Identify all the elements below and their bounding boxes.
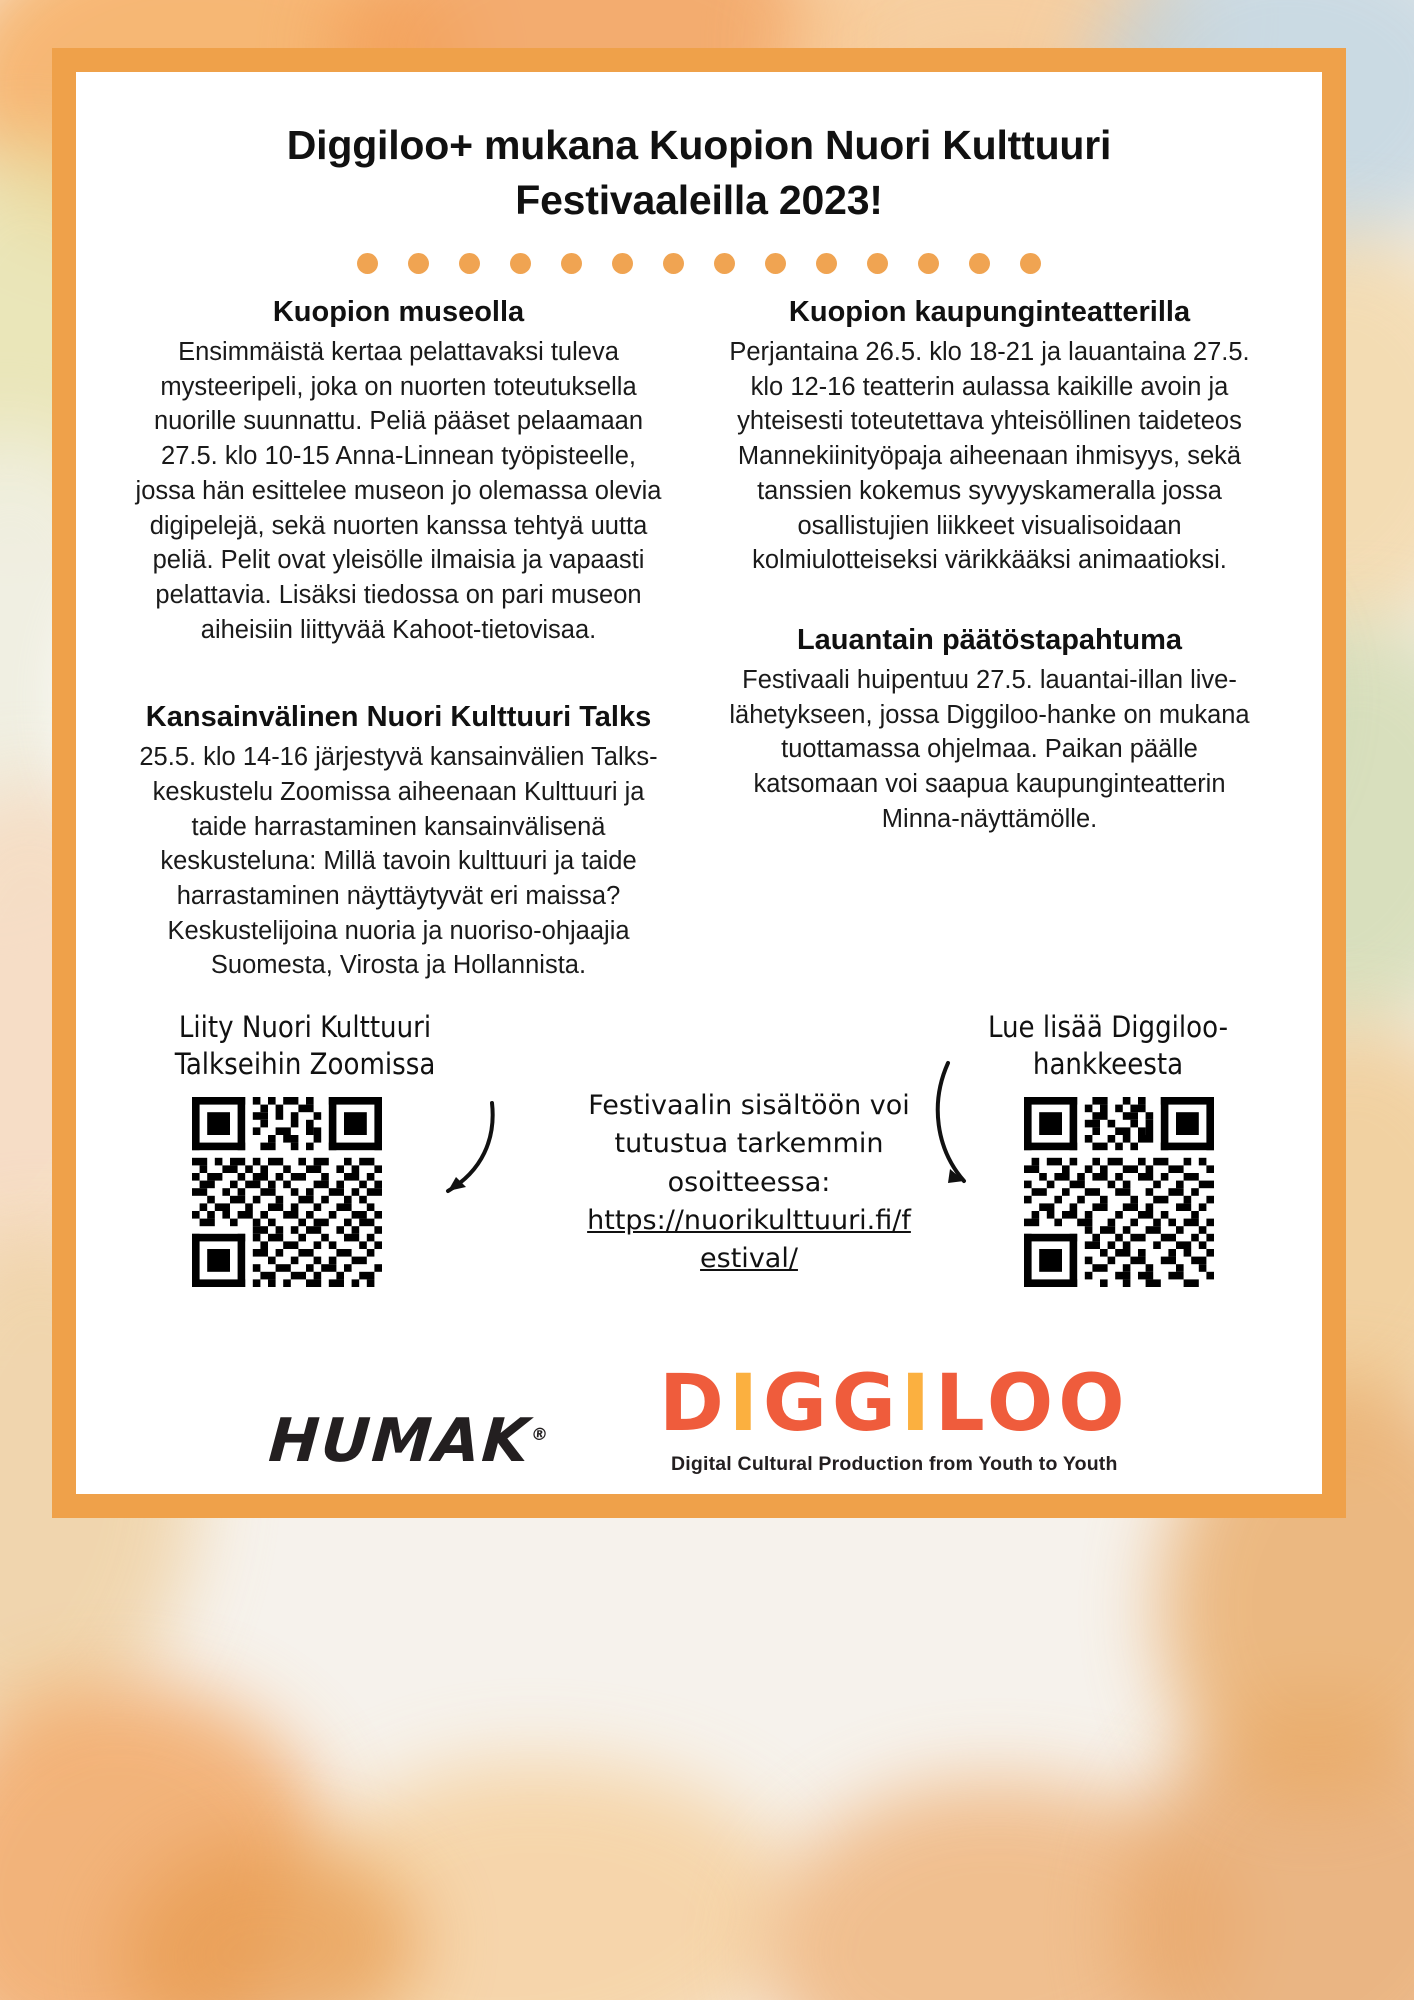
page-title: Diggiloo+ mukana Kuopion Nuori Kulttuuri Festivaaleilla 2023! [286,122,1112,223]
divider-dot [816,253,837,274]
divider-dot [561,253,582,274]
divider-dot [969,253,990,274]
poster-card [76,72,1322,1494]
section-heading-nuori-kulttuuri-talks: Kansainvälinen Nuori Kulttuuri Talks [145,701,652,734]
dot-divider [122,253,1276,274]
diggiloo-tagline: Digital Cultural Production from Youth to Youth [670,1453,1118,1475]
section-body-kuopion-museolla: Ensimmäistä kertaa pelattavaksi tuleva mysteeripeli, joka on nuorten toteutuksella nuorille suunnattu. Peliä pääset pelaamaan 27.5. klo 10-15 Anna-Linnean työpisteelle, jossa hän esittelee museon jo olemassa olevia digipelejä, sekä nuorten kanssa tehtyä uutta peliä. Pelit ovat yleisölle ilmaisia ja vapaasti pelattavia. Lisäksi tiedossa on pari museon aiheisiin liittyvää Kahoot-tietovisaa. [135,338,662,644]
arrow-down-right-icon [924,1057,1014,1197]
content-columns [122,288,1276,983]
column-left [130,288,667,983]
diggiloo-letter: G [762,1359,832,1449]
section-heading-paatostapahtuma: Lauantain päätöstapahtuma [796,623,1183,656]
diggiloo-letter: G [831,1359,901,1449]
section-body-nuori-kulttuuri-talks: 25.5. klo 14-16 järjestyvä kansainvälien Talks-keskustelu Zoomissa aiheenaan Kulttuuri ja taide harrastaminen kansainvälisenä keskusteluna: Millä tavoin kulttuuri ja taide harrastaminen näyttäytyvät eri maissa? Keskustelijoina nuoria ja nuoriso-ohjaajia Suomesta, Virosta ja Hollannista. [139,743,658,980]
section-heading-kaupunginteatterilla: Kuopion kaupunginteatterilla [788,296,1191,329]
humak-logo [266,1406,551,1476]
qr-right-label: Lue lisää Diggiloo-hankkeesta [987,1010,1229,1082]
section-body-kaupunginteatterilla: Perjantaina 26.5. klo 18-21 ja lauantaina 27.5. klo 12-16 teatterin aulassa kaikille avoin ja yhteisesti toteutettava yhteisöllinen taideteos Mannekiinityöpaja aiheenaan ihmisyys, sekä tanssien kokemus syvyyskameralla jossa osallistujien liikkeet visualisoidaan kolmiulotteiseksi värikkääksi animaatioksi. [729,338,1250,575]
registered-mark-icon: ® [529,1425,551,1445]
section-spacer [721,578,1258,604]
divider-dot [510,253,531,274]
poster-frame [52,48,1346,1518]
divider-dot [918,253,939,274]
divider-dot [612,253,633,274]
diggiloo-wordmark [659,1359,1130,1449]
divider-dot [1020,253,1041,274]
diggiloo-letter: D [659,1359,729,1449]
divider-dot [459,253,480,274]
qr-code-diggiloo[interactable] [1024,1097,1214,1287]
arrow-down-left-icon [422,1099,512,1209]
divider-dot [714,253,735,274]
diggiloo-letter: I [728,1359,763,1449]
divider-dot [663,253,684,274]
divider-dot [357,253,378,274]
section-spacer [130,647,667,681]
diggiloo-letter: I [900,1359,935,1449]
logo-row [76,1359,1322,1476]
divider-dot [408,253,429,274]
qr-code-talks[interactable] [192,1097,382,1287]
divider-dot [765,253,786,274]
qr-center-text-block [584,1087,914,1279]
diggiloo-letter: O [986,1359,1059,1449]
divider-dot [867,253,888,274]
diggiloo-letter: L [934,1359,987,1449]
festival-url-link[interactable]: https://nuorikulttuuri.fi/festival/ [587,1204,911,1275]
column-right [711,288,1268,983]
section-heading-kuopion-museolla: Kuopion museolla [272,296,525,329]
qr-left-label: Liity Nuori Kulttuuri Talkseihin Zoomissa [174,1010,436,1082]
diggiloo-logo [659,1359,1130,1476]
festival-info-text: Festivaalin sisältöön voi tutustua tarkemmin osoitteessa: [588,1090,910,1198]
section-body-paatostapahtuma: Festivaali huipentuu 27.5. lauantai-illan live-lähetykseen, jossa Diggiloo-hanke on mukana tuottamassa ohjelmaa. Paikan päälle katsomaan voi saapua kaupunginteatterin Minna-näyttämölle. [729,665,1250,833]
diggiloo-letter: O [1058,1359,1130,1449]
qr-zone [122,1009,1276,1309]
humak-wordmark: HUMAK [266,1406,533,1476]
